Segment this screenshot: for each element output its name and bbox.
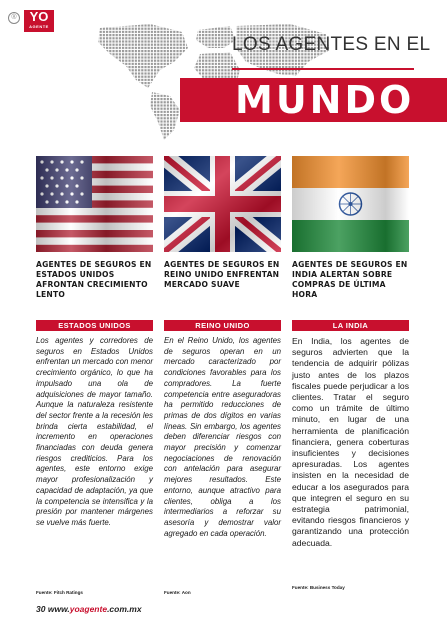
url-suffix: .com.mx <box>107 604 142 614</box>
logo-text-top: YO <box>29 9 49 24</box>
source-india: Fuente: Business Today <box>292 585 345 590</box>
logo-text-bottom: AGENTE <box>29 24 49 29</box>
article-body-india: En India, los agentes de seguros advierten que la tendencia de adquirir pólizas justo antes de los plazos fiscales puede perjudicar a los clientes. Tratar el seguro como un trámite de último minuto, en lugar de una herramienta de planificación financiera, genera coberturas insuficientes y decisiones apresuradas. Los agentes insisten en la necesidad de educar a los asegurados para que integren el seguro en su estrategia patrimonial, evitando riesgos financieros y garantizando una protección adecuada. <box>292 336 409 548</box>
headline-usa: AGENTES DE SEGUROS EN ESTADOS UNIDOS AFRONTAN CRECIMIENTO LENTO <box>36 260 152 299</box>
page-number: 30 <box>36 604 46 614</box>
title-line-1: LOS AGENTES EN EL <box>232 34 431 55</box>
usa-flag-icon <box>36 156 153 252</box>
url-prefix: www. <box>47 604 70 614</box>
headline-uk: AGENTES DE SEGUROS EN REINO UNIDO ENFRENTAN MERCADO SUAVE <box>164 260 280 289</box>
url-brand: yoagente <box>69 604 108 614</box>
source-uk: Fuente: Aon <box>164 590 191 595</box>
article-body-usa: Los agentes y corredores de seguros en Estados Unidos enfrentan un mercado con menor crecimiento orgánico, lo que ha impulsado una ola de adquisiciones de mayor tamaño. Aunque la naturaleza resistente del sector frente a la recesión les brinda cierta estabilidad, el incremento en operaciones financiadas con deuda genera riesgos crediticios. Para los agentes, este entorno exige mayor profesionalización y capacidad de adaptación, ya que la competencia se intensifica y la presión por mantener márgenes se vuelve más fuerte. <box>36 336 153 527</box>
section-label-india: LA INDIA <box>292 320 409 331</box>
title-line-2: MUNDO <box>235 78 415 122</box>
section-label-uk: REINO UNIDO <box>164 320 281 331</box>
website-link[interactable] <box>48 604 142 614</box>
source-usa: Fuente: Fitch Ratings <box>36 590 83 595</box>
yoagente-logo <box>24 10 54 32</box>
uk-flag-icon <box>164 156 281 252</box>
headline-india: AGENTES DE SEGUROS EN INDIA ALERTAN SOBRE COMPRAS DE ÚLTIMA HORA <box>292 260 408 299</box>
title-divider <box>232 68 414 70</box>
registered-mark: ® <box>8 12 20 24</box>
page-footer <box>36 604 142 614</box>
article-body-uk: En el Reino Unido, los agentes de seguros operan en un mercado caracterizado por condiciones favorables para los compradores. La fuerte competencia entre aseguradoras ha permitido reducciones de primas de dos dígitos en varias líneas. Sin embargo, los agentes deben diferenciar riesgos con mayor precisión y comenzar negociaciones de renovación con antelación para asegurar mejores resultados. Este entorno, aunque atractivo para clientes, obliga a los intermediarios a reforzar su asesoría y demostrar valor agregado en cada operación. <box>164 336 281 538</box>
india-flag-icon <box>292 156 409 252</box>
section-label-usa: ESTADOS UNIDOS <box>36 320 153 331</box>
